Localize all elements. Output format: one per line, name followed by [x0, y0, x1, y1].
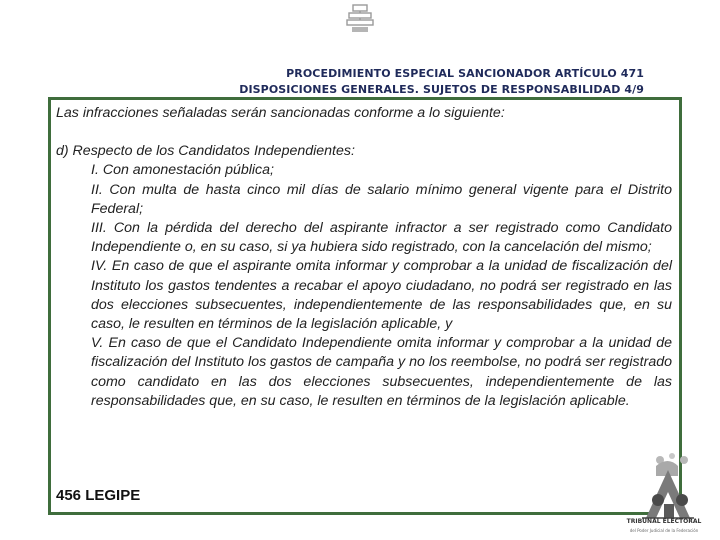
- seal-title: TRIBUNAL ELECTORAL: [626, 518, 702, 525]
- slide-header: [239, 66, 644, 98]
- list-item: V. En caso de que el Candidato Independiente omita informar y comprobar a la unidad de fiscalización del Instituto los gastos de campaña y no los reembolse, no podrá ser registrado como candidato en las dos elecciones subsecuentes, independientemente de las responsabilidades que, en su caso, le resulten en términos de la legislación aplicable.: [91, 335, 672, 409]
- intro-paragraph: Las infracciones señaladas serán sancionadas conforme a lo siguiente:: [56, 105, 505, 121]
- list-item: III. Con la pérdida del derecho del aspirante infractor a ser registrado como Candidato Independiente o, en su caso, si ya hubiera sido registrado, con la cancelación del mismo;: [91, 220, 672, 256]
- header-subtitle: DISPOSICIONES GENERALES. SUJETOS DE RESPONSABILIDAD 4/9: [239, 83, 644, 96]
- article-body: [56, 104, 672, 411]
- tribunal-electoral-seal-icon: [638, 452, 698, 522]
- seal-subtitle: del Poder Judicial de la Federación: [629, 528, 699, 533]
- list-item: II. Con multa de hasta cinco mil días de salario mínimo general vigente para el Distrito Federal;: [91, 181, 672, 217]
- header-title: PROCEDIMIENTO ESPECIAL SANCIONADOR ARTÍCULO 471: [286, 67, 644, 80]
- source-label: 456 LEGIPE: [56, 487, 141, 504]
- section-heading: d) Respecto de los Candidatos Independientes:: [56, 143, 355, 160]
- list-item: IV. En caso de que el aspirante omita informar y comprobar a la unidad de fiscalización del Instituto los gastos tendentes a recabar el apoyo ciudadano, no podrá ser registrado en las dos elecciones subsecuentes, independientemente de las responsabilidades que, en su caso, le resulten en términos de la legislación aplicable, y: [91, 258, 672, 333]
- list-item: I. Con amonestación pública;: [91, 162, 274, 179]
- institution-building-icon: [344, 4, 376, 34]
